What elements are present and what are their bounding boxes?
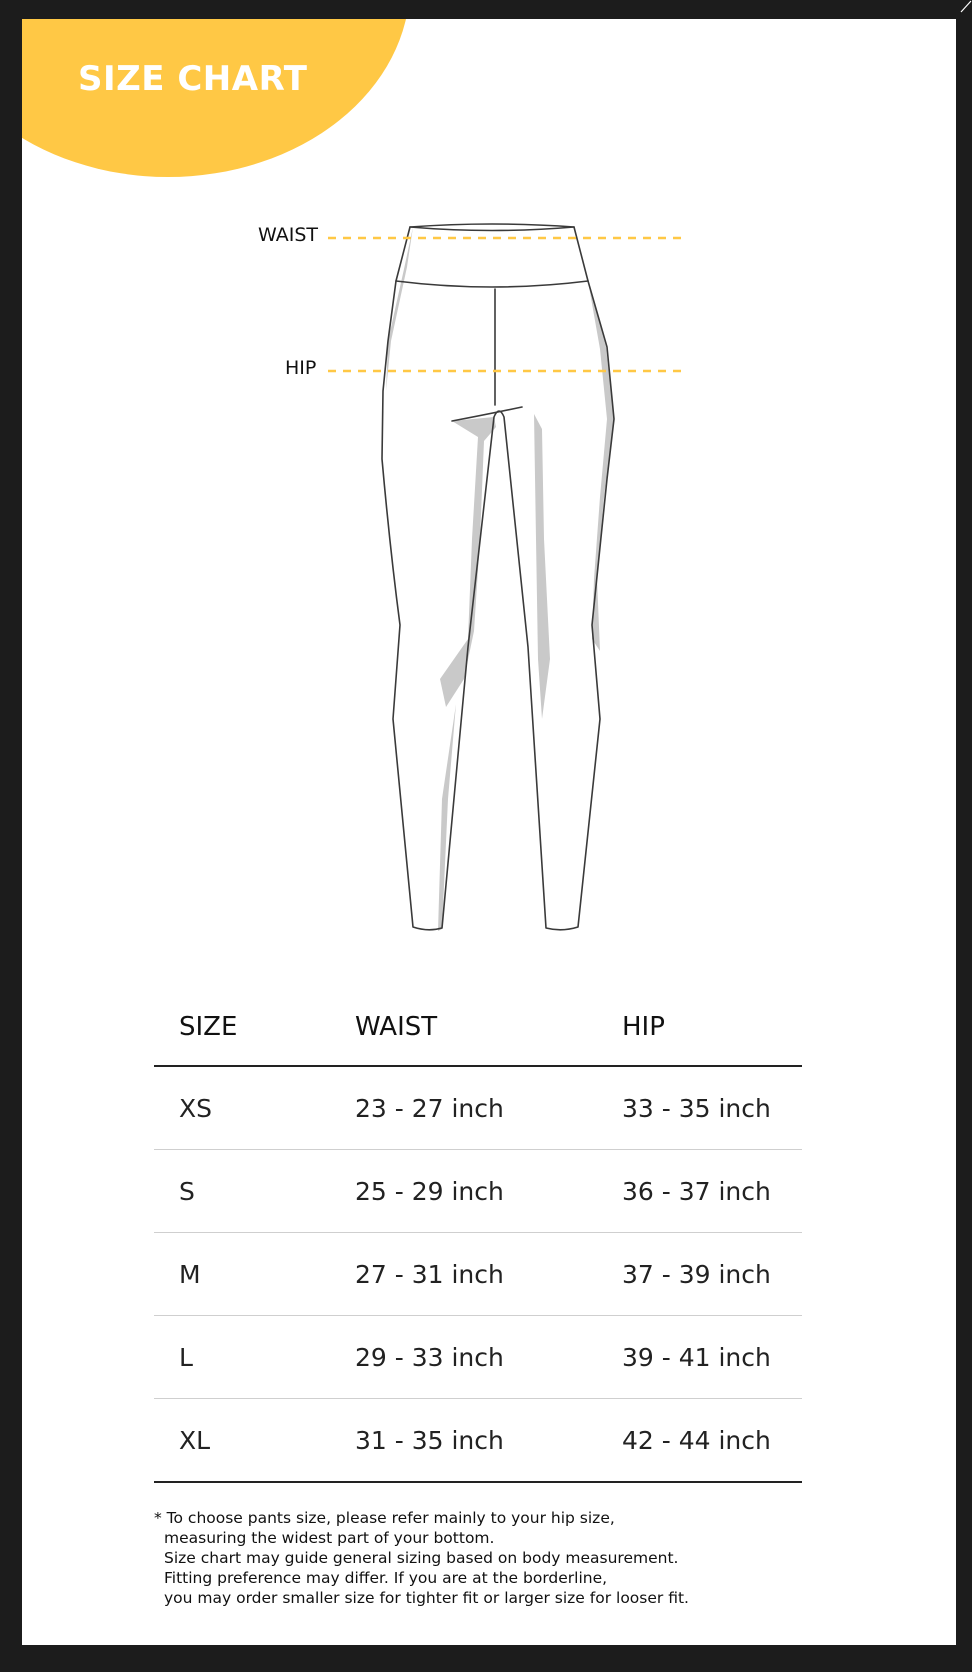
sizing-note — [154, 1508, 854, 1608]
size-cell: L — [179, 1342, 193, 1372]
hip-cell: 33 - 35 inch — [622, 1093, 771, 1123]
leggings-illustration — [22, 19, 956, 979]
table-row — [154, 1399, 802, 1483]
column-header-waist: WAIST — [355, 1012, 438, 1042]
waist-cell: 31 - 35 inch — [355, 1425, 504, 1455]
note-line: you may order smaller size for tighter fit or larger size for looser fit. — [164, 1589, 689, 1607]
close-icon[interactable] — [958, 0, 972, 14]
note-line: * To choose pants size, please refer mainly to your hip size, — [154, 1509, 615, 1527]
waist-cell: 29 - 33 inch — [355, 1342, 504, 1372]
column-header-hip: HIP — [622, 1012, 665, 1042]
note-line: Size chart may guide general sizing based on body measurement. — [164, 1549, 679, 1567]
waist-label: WAIST — [258, 224, 319, 246]
page-title: SIZE CHART — [78, 59, 308, 99]
column-header-size: SIZE — [179, 1012, 238, 1042]
size-cell: XL — [179, 1425, 211, 1455]
size-cell: S — [179, 1176, 195, 1206]
size-cell: XS — [179, 1093, 212, 1123]
size-chart-card — [22, 19, 956, 1645]
hip-label: HIP — [285, 357, 317, 379]
waist-cell: 23 - 27 inch — [355, 1093, 504, 1123]
size-cell: M — [179, 1259, 201, 1289]
hip-cell: 39 - 41 inch — [622, 1342, 771, 1372]
size-table — [154, 989, 802, 1483]
waist-cell: 25 - 29 inch — [355, 1176, 504, 1206]
note-line: measuring the widest part of your bottom. — [164, 1529, 495, 1547]
hip-cell: 42 - 44 inch — [622, 1425, 771, 1455]
hip-cell: 36 - 37 inch — [622, 1176, 771, 1206]
hip-cell: 37 - 39 inch — [622, 1259, 771, 1289]
note-line: Fitting preference may differ. If you are at the borderline, — [164, 1569, 608, 1587]
table-header — [154, 989, 802, 1067]
waist-cell: 27 - 31 inch — [355, 1259, 504, 1289]
table-row — [154, 1233, 802, 1316]
table-row — [154, 1150, 802, 1233]
table-row — [154, 1067, 802, 1150]
table-row — [154, 1316, 802, 1399]
